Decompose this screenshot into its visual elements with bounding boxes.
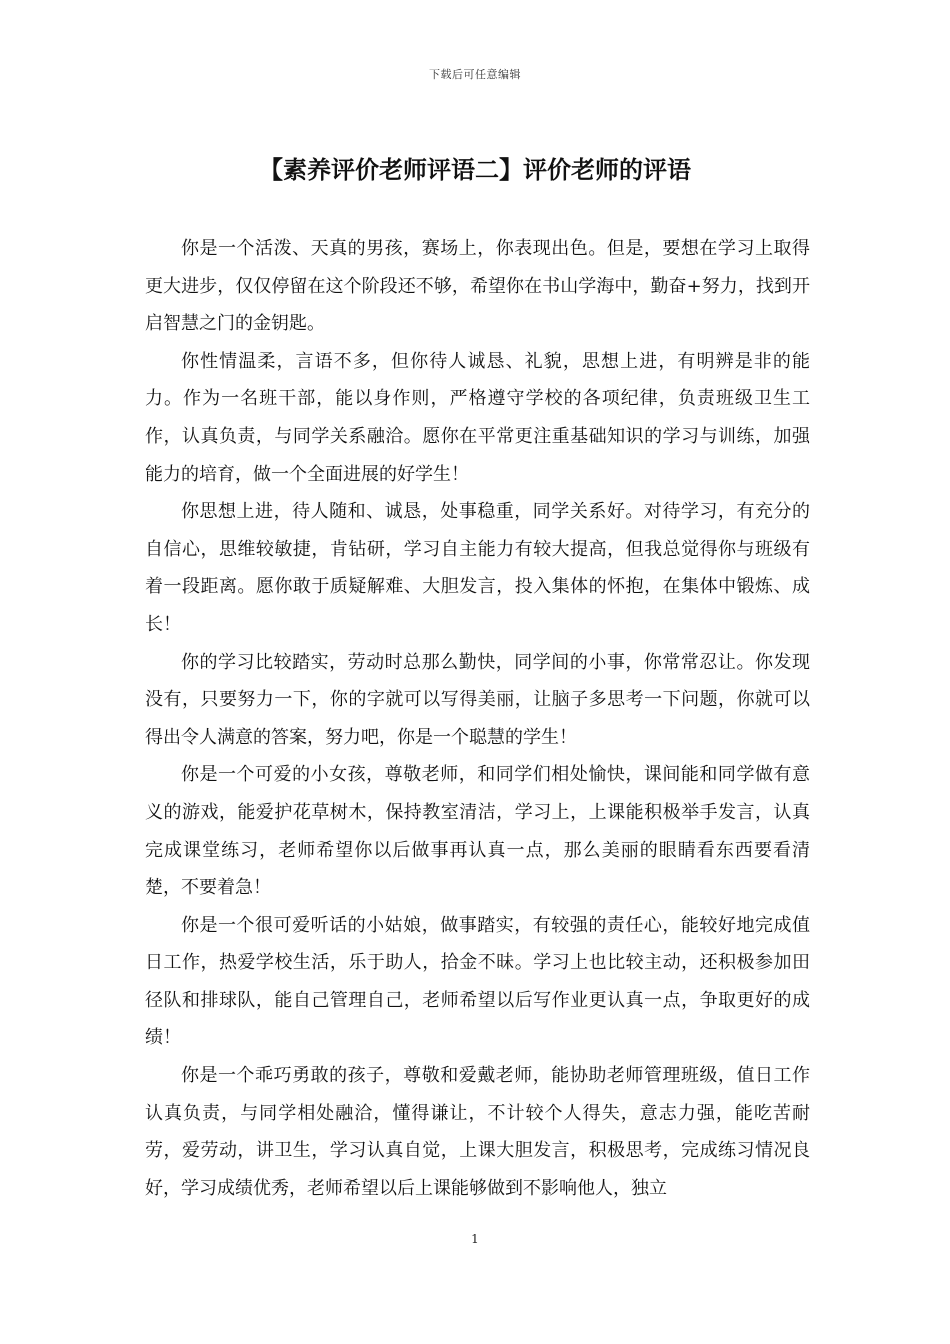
paragraph-5: 你是一个可爱的小女孩，尊敬老师，和同学们相处愉快，课间能和同学做有意义的游戏，能爱护花草树木，保持教室清洁，学习上，上课能积极举手发言，认真完成课堂练习，老师希望你以后做事再认真一点，那么美丽的眼睛看东西要看清楚，不要着急！ bbox=[145, 764, 810, 899]
paragraph-6: 你是一个很可爱听话的小姑娘，做事踏实，有较强的责任心，能较好地完成值日工作，热爱学校生活，乐于助人，拾金不昧。学习上也比较主动，还积极参加田径队和排球队，能自己管理自己，老师希望以后写作业更认真一点，争取更好的成绩！ bbox=[145, 914, 810, 1049]
page-number: 1 bbox=[471, 1232, 479, 1246]
paragraph-4: 你的学习比较踏实，劳动时总那么勤快，同学间的小事，你常常忍让。你发现没有，只要努力一下，你的字就可以写得美丽，让脑子多思考一下问题，你就可以得出令人满意的答案，努力吧，你是一个聪慧的学生！ bbox=[145, 651, 810, 748]
paragraph-1: 你是一个活泼、天真的男孩，赛场上，你表现出色。但是，要想在学习上取得更大进步，仅仅停留在这个阶段还不够，希望你在书山学海中，勤奋+努力，找到开启智慧之门的金钥匙。 bbox=[145, 238, 810, 335]
document-title: 【素养评价老师评语二】评价老师的评语 bbox=[259, 156, 691, 184]
paragraph-2: 你性情温柔，言语不多，但你待人诚恳、礼貌，思想上进，有明辨是非的能力。作为一名班干部，能以身作则，严格遵守学校的各项纪律，负责班级卫生工作，认真负责，与同学关系融洽。愿你在平常更注重基础知识的学习与训练，加强能力的培育，做一个全面进展的好学生！ bbox=[145, 350, 810, 485]
paragraph-7: 你是一个乖巧勇敢的孩子，尊敬和爱戴老师，能协助老师管理班级，值日工作认真负责，与同学相处融洽，懂得谦让，不计较个人得失，意志力强，能吃苦耐劳，爱劳动，讲卫生，学习认真自觉，上课大胆发言，积极思考，完成练习情况良好，学习成绩优秀，老师希望以后上课能够做到不影响他人，独立 bbox=[145, 1065, 810, 1199]
document-body bbox=[145, 230, 810, 1207]
paragraph-3: 你思想上进，待人随和、诚恳，处事稳重，同学关系好。对待学习，有充分的自信心，思维较敏捷，肯钻研，学习自主能力有较大提高，但我总觉得你与班级有着一段距离。愿你敢于质疑解难、大胆发言，投入集体的怀抱，在集体中锻炼、成长！ bbox=[145, 501, 810, 635]
header-note: 下载后可任意编辑 bbox=[429, 68, 521, 81]
